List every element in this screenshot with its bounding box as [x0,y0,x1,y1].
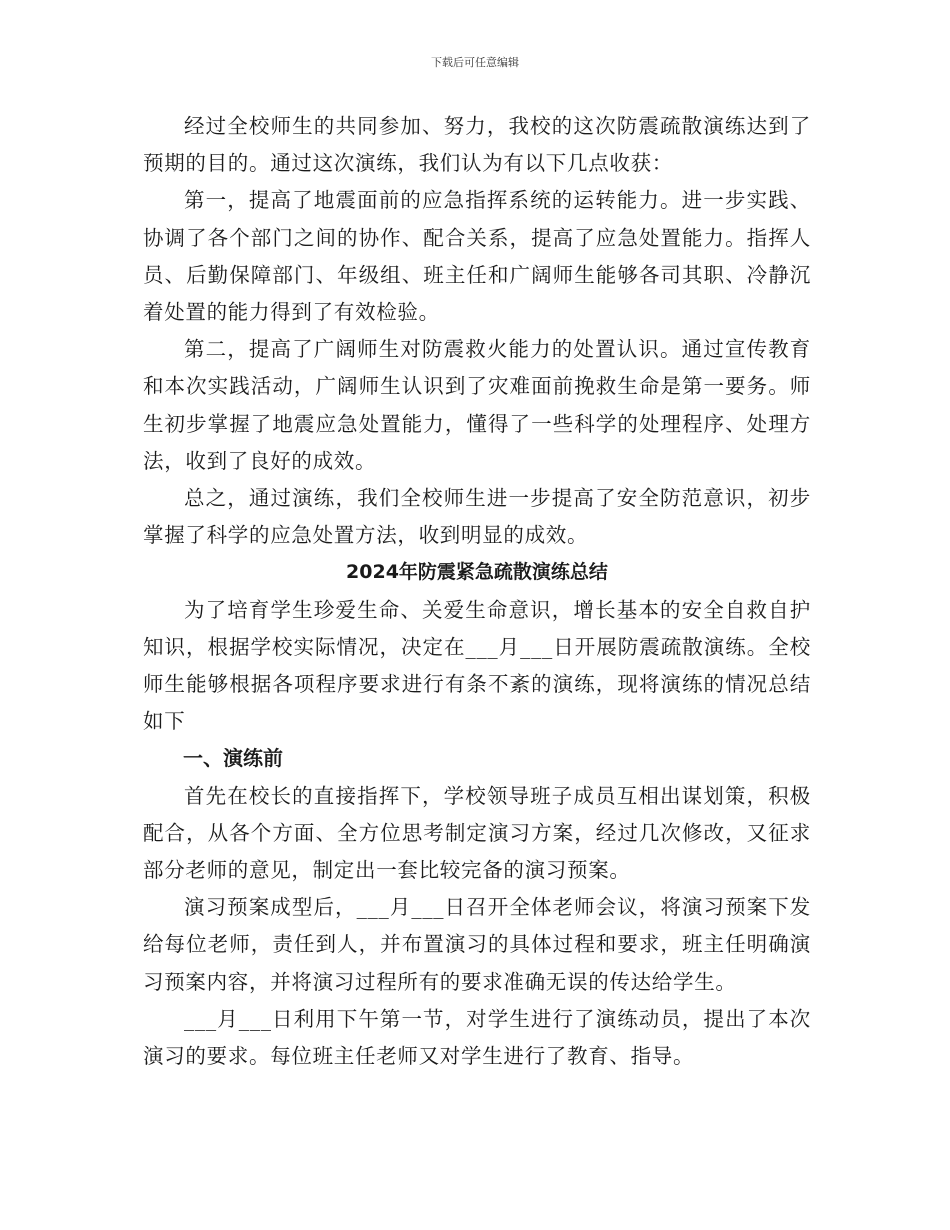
document-body [143,108,811,1075]
paragraph: ___月___日利用下午第一节，对学生进行了演练动员，提出了本次演习的要求。每位班主任老师又对学生进行了教育、指导。 [143,1006,811,1069]
document-title: 2024年防震紧急疏散演练总结 [346,561,608,584]
intro-paragraph: 为了培育学生珍爱生命、关爱生命意识，增长基本的安全自救自护知识，根据学校实际情况，决定在___月___日开展防震疏散演练。全校师生能够根据各项程序要求进行有条不紊的演练，现将演练的情况总结如下 [143,597,811,734]
page-header: 下载后可任意编辑 [431,56,519,69]
paragraph: 第一，提高了地震面前的应急指挥系统的运转能力。进一步实践、协调了各个部门之间的协作、配合关系，提高了应急处置能力。指挥人员、后勤保障部门、年级组、班主任和广阔师生能够各司其职、冷静沉着处置的能力得到了有效检验。 [143,188,811,325]
paragraph: 首先在校长的直接指挥下，学校领导班子成员互相出谋划策，积极配合，从各个方面、全方位思考制定演习方案，经过几次修改，又征求部分老师的意见，制定出一套比较完备的演习预案。 [143,783,811,883]
paragraph: 第二，提高了广阔师生对防震救火能力的处置认识。通过宣传教育和本次实践活动，广阔师生认识到了灾难面前挽救生命是第一要务。师生初步掌握了地震应急处置能力，懂得了一些科学的处理程序、处理方法，收到了良好的成效。 [143,337,811,473]
section-heading: 一、演练前 [183,746,283,771]
paragraph: 演习预案成型后，___月___日召开全体老师会议，将演习预案下发给每位老师，责任到人，并布置演习的具体过程和要求，班主任明确演习预案内容，并将演习过程所有的要求准确无误的传达给学生。 [143,895,811,994]
paragraph: 经过全校师生的共同参加、努力，我校的这次防震疏散演练达到了预期的目的。通过这次演练，我们认为有以下几点收获： [143,114,811,176]
paragraph: 总之，通过演练，我们全校师生进一步提高了安全防范意识，初步掌握了科学的应急处置方法，收到明显的成效。 [143,486,811,548]
